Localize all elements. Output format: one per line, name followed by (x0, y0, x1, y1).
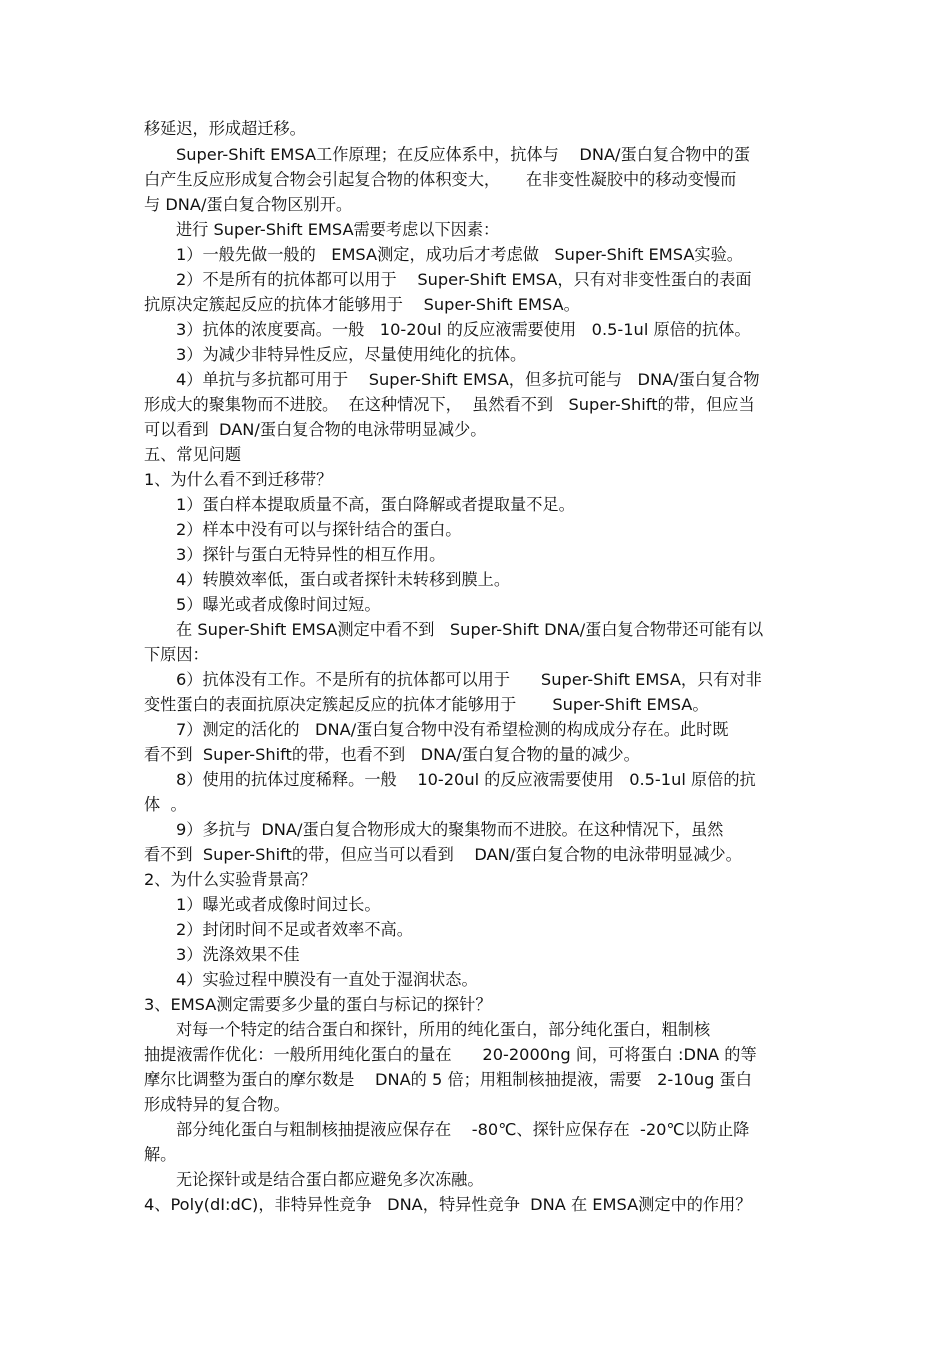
text-line: 摩尔比调整为蛋白的摩尔数是 DNA的 5 倍；用粗制核抽提液，需要 2-10ug 蛋白 (144, 1070, 752, 1089)
text-line: 体 。 (144, 795, 187, 814)
text-line: 9）多抗与 DNA/蛋白复合物形成大的聚集物而不进胶。在这种情况下，虽然 (176, 820, 724, 839)
question-heading: 1、为什么看不到迁移带？ (144, 470, 333, 489)
text-line: 与 DNA/蛋白复合物区别开。 (144, 195, 353, 214)
text-line: 看不到 Super-Shift的带，但应当可以看到 DAN/蛋白复合物的电泳带明显减少。 (144, 845, 742, 864)
text-line: 3）为减少非特异性反应，尽量使用纯化的抗体。 (176, 345, 527, 364)
text-line: 抽提液需作优化：一般所用纯化蛋白的量在 20-2000ng 间，可将蛋白 :DNA 的等 (144, 1045, 757, 1064)
text-line: 抗原决定簇起反应的抗体才能够用于 Super-Shift EMSA。 (144, 295, 580, 314)
text-line: 解。 (144, 1145, 177, 1164)
text-line: 2）封闭时间不足或者效率不高。 (176, 920, 413, 939)
text-line: 6）抗体没有工作。不是所有的抗体都可以用于 Super-Shift EMSA，只有对非 (176, 670, 762, 689)
text-line: Super-Shift EMSA工作原理；在反应体系中，抗体与 DNA/蛋白复合物中的蛋 (176, 145, 751, 164)
text-line: 白产生反应形成复合物会引起复合物的体积变大， 在非变性凝胶中的移动变慢而 (144, 170, 737, 189)
text-line: 下原因： (144, 645, 209, 664)
text-line: 看不到 Super-Shift的带，也看不到 DNA/蛋白复合物的量的减少。 (144, 745, 640, 764)
text-line: 可以看到 DAN/蛋白复合物的电泳带明显减少。 (144, 420, 487, 439)
text-line: 1）蛋白样本提取质量不高，蛋白降解或者提取量不足。 (176, 495, 575, 514)
text-line: 在 Super-Shift EMSA测定中看不到 Super-Shift DNA/蛋白复合物带还可能有以 (176, 620, 764, 639)
text-line: 形成特异的复合物。 (144, 1095, 290, 1114)
section-heading: 五、常见问题 (144, 445, 242, 464)
text-line: 对每一个特定的结合蛋白和探针，所用的纯化蛋白，部分纯化蛋白，粗制核 (176, 1020, 711, 1039)
text-line: 形成大的聚集物而不进胶。 在这种情况下， 虽然看不到 Super-Shift的带，但应当 (144, 395, 755, 414)
text-line: 变性蛋白的表面抗原决定簇起反应的抗体才能够用于 Super-Shift EMSA。 (144, 695, 709, 714)
text-line: 8）使用的抗体过度稀释。一般 10-20ul 的反应液需要使用 0.5-1ul 原倍的抗 (176, 770, 756, 789)
text-line: 3）洗涤效果不佳 (176, 945, 300, 964)
text-line: 1）一般先做一般的 EMSA测定，成功后才考虑做 Super-Shift EMSA实验。 (176, 245, 743, 264)
text-line: 2）不是所有的抗体都可以用于 Super-Shift EMSA，只有对非变性蛋白的表面 (176, 270, 752, 289)
text-line: 移延迟，形成超迁移。 (144, 119, 306, 138)
text-line: 7）测定的活化的 DNA/蛋白复合物中没有希望检测的构成成分存在。此时既 (176, 720, 729, 739)
text-line: 3）探针与蛋白无特异性的相互作用。 (176, 545, 446, 564)
text-line: 3）抗体的浓度要高。一般 10-20ul 的反应液需要使用 0.5-1ul 原倍的抗体。 (176, 320, 751, 339)
text-line: 4）实验过程中膜没有一直处于湿润状态。 (176, 970, 478, 989)
text-line: 进行 Super-Shift EMSA需要考虑以下因素： (176, 220, 500, 239)
text-line: 无论探针或是结合蛋白都应避免多次冻融。 (176, 1170, 484, 1189)
text-line: 4）单抗与多抗都可用于 Super-Shift EMSA，但多抗可能与 DNA/蛋白复合物 (176, 370, 760, 389)
text-line: 部分纯化蛋白与粗制核抽提液应保存在 -80℃、探针应保存在 -20℃以防止降 (176, 1120, 750, 1139)
text-line: 5）曝光或者成像时间过短。 (176, 595, 381, 614)
text-line: 1）曝光或者成像时间过长。 (176, 895, 381, 914)
question-heading: 2、为什么实验背景高？ (144, 870, 317, 889)
question-heading: 3、EMSA测定需要多少量的蛋白与标记的探针？ (144, 995, 492, 1014)
text-line: 2）样本中没有可以与探针结合的蛋白。 (176, 520, 462, 539)
question-heading: 4、Poly(dI:dC)，非特异性竞争 DNA，特异性竞争 DNA 在 EMSA测定中的作用？ (144, 1195, 752, 1214)
text-line: 4）转膜效率低，蛋白或者探针未转移到膜上。 (176, 570, 511, 589)
